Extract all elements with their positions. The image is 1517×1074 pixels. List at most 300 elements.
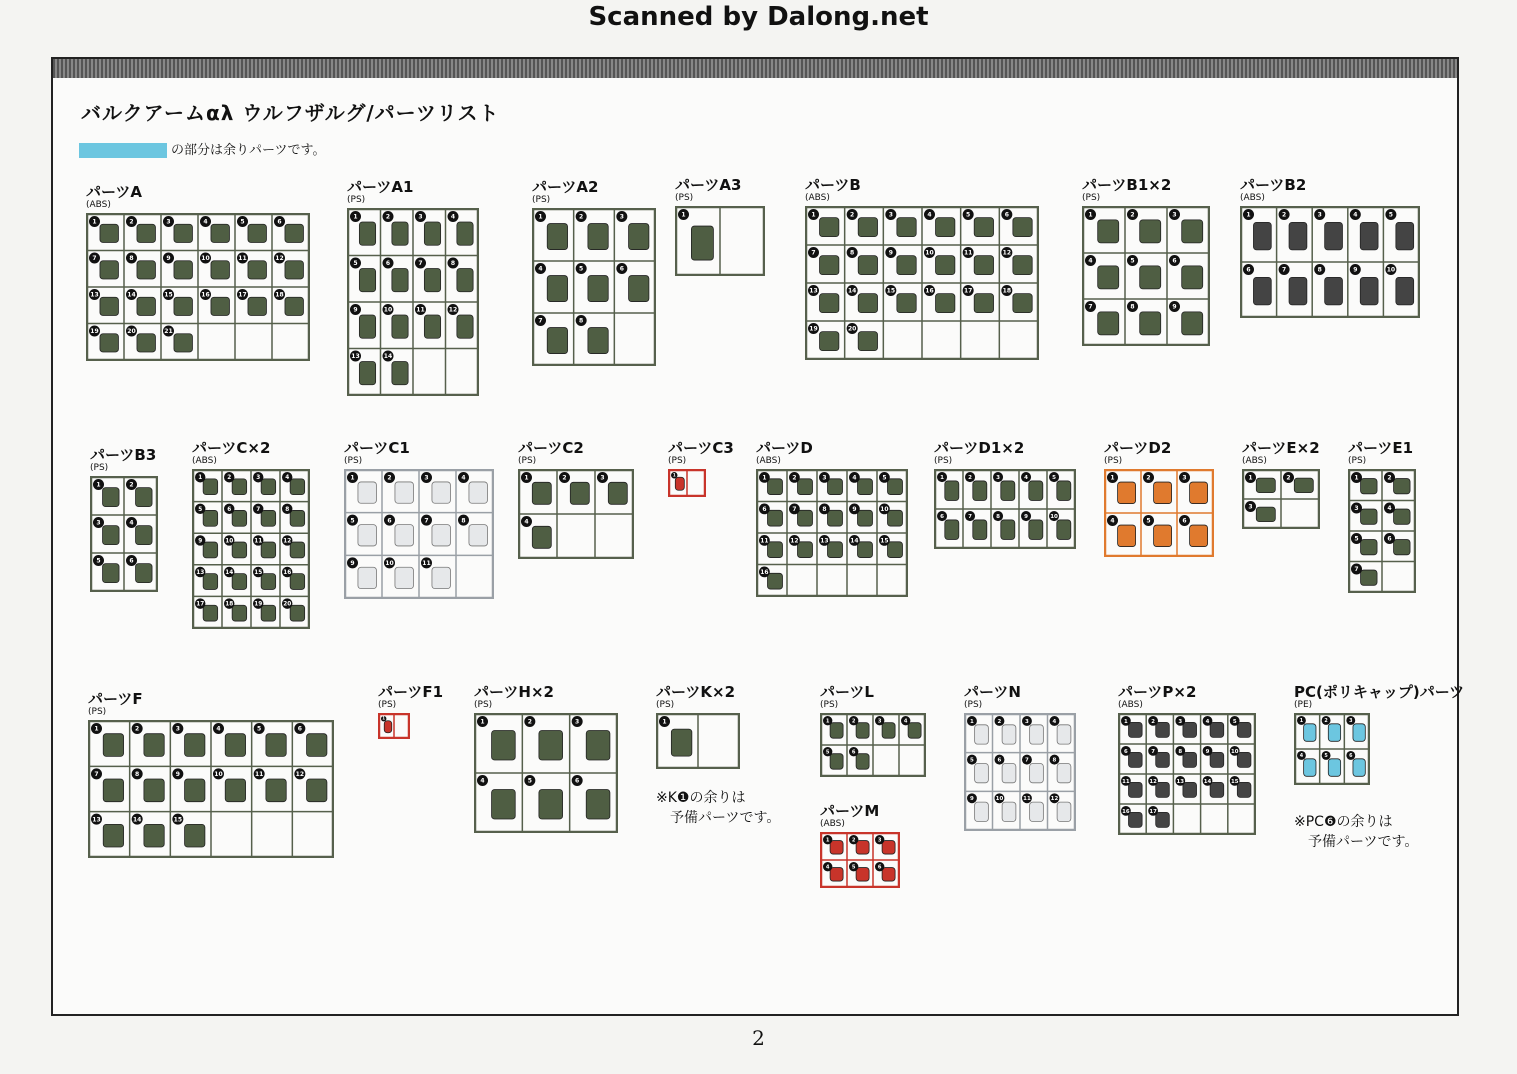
part-number: 1 [94, 725, 99, 733]
sprue-part [1002, 763, 1016, 782]
part-number: 11 [238, 255, 247, 263]
part-number: 5 [1052, 474, 1056, 481]
sprue-part [1057, 725, 1071, 744]
part-number: 3 [1354, 505, 1359, 513]
sprue-part [675, 477, 684, 490]
note-line: ※K❶の余りは [656, 790, 746, 806]
sprue-part [1013, 218, 1032, 237]
part-number: 10 [925, 249, 934, 257]
sprue-part [137, 261, 156, 279]
sprue-part [248, 297, 267, 315]
runner-label: パーツB [805, 176, 861, 194]
part-number: 3 [877, 718, 882, 725]
sprue-part [1057, 763, 1071, 782]
runner-sprue [1118, 713, 1256, 835]
part-number: 15 [1230, 778, 1239, 785]
runner-label: パーツC2 [518, 439, 584, 457]
sprue-part [586, 790, 610, 820]
part-number: 1 [762, 474, 767, 482]
part-number: 7 [792, 505, 797, 513]
part-number: 7 [92, 255, 97, 263]
part-number: 5 [1354, 535, 1359, 543]
sprue-part [975, 763, 989, 782]
sprue-part [858, 256, 877, 275]
sprue-part [203, 605, 218, 621]
sprue-part [858, 479, 873, 495]
part-number: 9 [1205, 748, 1210, 755]
part-number: 3 [1317, 211, 1322, 219]
sprue-part [384, 721, 392, 733]
runner-label: パーツL [820, 683, 874, 701]
sprue-part [1129, 752, 1143, 767]
sprue-part [232, 574, 247, 590]
part-number: 8 [1052, 757, 1057, 764]
part-number: 2 [1387, 474, 1392, 482]
sprue-part [1253, 277, 1271, 305]
scan-watermark: Scanned by Dalong.net [588, 2, 929, 32]
sprue-part [290, 605, 305, 621]
part-number: 8 [822, 505, 827, 513]
part-number: 1 [538, 213, 543, 221]
sprue-part [798, 542, 813, 558]
sprue-part [768, 510, 783, 526]
part-number: 6 [1349, 753, 1353, 760]
runner-material: (ABS) [820, 819, 845, 829]
sprue-part [888, 510, 903, 526]
sprue-part [137, 224, 156, 242]
sprue-part [103, 526, 120, 545]
runner-sprue [90, 476, 158, 592]
part-number: 15 [886, 287, 896, 295]
part-number: 10 [225, 538, 234, 545]
part-number: 5 [527, 777, 532, 785]
sprue-part [882, 723, 895, 739]
runner-label: パーツK×2 [656, 683, 736, 701]
sprue-part [1182, 312, 1203, 335]
runner-label: パーツA3 [675, 176, 742, 194]
part-number: 11 [760, 537, 769, 545]
sprue-part [1002, 725, 1016, 744]
sprue-part [1029, 481, 1043, 501]
part-number: 7 [968, 513, 972, 520]
sprue-part [225, 779, 245, 802]
sprue-part [359, 269, 375, 292]
part-number: 3 [418, 213, 423, 221]
part-number: 6 [387, 517, 392, 525]
part-number: 18 [225, 601, 234, 608]
part-number: 10 [201, 255, 210, 263]
part-number: 11 [1023, 796, 1031, 803]
part-number: 4 [1024, 474, 1028, 481]
sprue-part [1029, 520, 1043, 540]
sprue-part [888, 542, 903, 558]
part-number: 16 [925, 287, 934, 295]
part-number: 9 [198, 538, 203, 545]
runner-material: (PE) [1294, 700, 1313, 710]
part-number: 1 [524, 474, 529, 482]
part-number: 6 [575, 777, 580, 785]
part-number: 19 [809, 325, 818, 333]
sprue-part [1394, 509, 1411, 524]
sprue-part [103, 488, 120, 507]
part-number: 6 [762, 505, 767, 513]
part-number: 8 [450, 260, 456, 268]
part-number: 1 [811, 211, 816, 219]
sprue-part [858, 542, 873, 558]
sprue-part [897, 218, 916, 237]
part-number: 2 [135, 725, 140, 733]
part-number: 20 [283, 601, 292, 608]
part-number: 17 [1149, 808, 1157, 815]
part-number: 16 [1122, 808, 1130, 815]
sprue-part [856, 723, 869, 739]
sprue-part [1237, 722, 1251, 737]
sprue-part [136, 564, 153, 583]
runner-material: (PS) [1348, 456, 1367, 466]
runner-label: パーツN [964, 683, 1021, 701]
sprue-part [1256, 507, 1275, 522]
part-number: 8 [129, 255, 134, 263]
part-number: 9 [166, 255, 171, 263]
sprue-part [100, 297, 119, 315]
sprue-part [1237, 752, 1251, 767]
runner-material: (PS) [1104, 456, 1123, 466]
runner-label: パーツP×2 [1118, 683, 1197, 701]
sprue-part [359, 315, 375, 338]
sprue-part [945, 481, 959, 501]
runner-sprue [344, 469, 494, 599]
part-number: 19 [90, 328, 99, 336]
part-number: 1 [1088, 211, 1093, 219]
part-number: 6 [129, 557, 134, 565]
sprue-part [588, 224, 608, 250]
runner-label: パーツA2 [532, 178, 599, 196]
part-number: 2 [851, 837, 856, 844]
runner-material: (PS) [88, 707, 107, 717]
part-number: 16 [283, 570, 292, 577]
sprue-part [1394, 540, 1411, 555]
part-number: 13 [196, 570, 205, 577]
sprue-part [248, 261, 267, 279]
runner-sprue [675, 206, 765, 276]
part-number: 13 [92, 816, 101, 824]
sprue-part [232, 542, 247, 558]
part-number: 15 [164, 291, 173, 299]
runner-material: (PS) [347, 195, 366, 205]
sprue-part [588, 328, 608, 354]
sprue-part [1210, 752, 1224, 767]
sprue-part [185, 779, 205, 802]
sprue-part [856, 868, 869, 882]
runner-label: パーツA1 [347, 178, 414, 196]
part-number: 3 [1349, 718, 1353, 725]
runner-label: パーツD1×2 [934, 439, 1025, 457]
part-number: 1 [1299, 718, 1304, 725]
sprue-part [1154, 482, 1172, 504]
part-number: 9 [350, 559, 355, 567]
sprue-part [1098, 312, 1119, 335]
sprue-part [768, 573, 783, 589]
part-number: 1 [825, 837, 830, 844]
sprue-part [1183, 752, 1197, 767]
sprue-part [547, 224, 567, 250]
part-number: 3 [600, 474, 605, 482]
part-number: 3 [1025, 718, 1029, 725]
runner-sprue [1104, 469, 1214, 557]
sprue-part [539, 731, 563, 761]
part-number: 3 [888, 211, 893, 219]
part-number: 8 [1130, 303, 1135, 311]
runner-label: パーツF1 [378, 683, 444, 701]
sprue-part [547, 276, 567, 302]
sprue-part [358, 525, 377, 546]
part-number: 7 [94, 770, 99, 778]
part-number: 5 [882, 474, 887, 482]
sprue-part [828, 542, 843, 558]
runner-material: (PS) [668, 456, 687, 466]
part-number: 2 [1151, 718, 1155, 725]
sprue-part [856, 841, 869, 855]
sprue-part [203, 479, 218, 495]
part-number: 2 [792, 474, 797, 482]
part-number: 11 [254, 770, 264, 778]
sprue-part [492, 731, 516, 761]
runner-material: (PS) [820, 700, 839, 710]
sprue-part [1360, 277, 1378, 305]
part-number: 1 [1124, 718, 1128, 725]
sprue-part [830, 723, 843, 739]
runner-sprue [934, 469, 1076, 549]
sprue-part [232, 605, 247, 621]
page-number: 2 [752, 1026, 765, 1050]
part-number: 2 [579, 213, 584, 221]
part-number: 5 [1146, 517, 1151, 525]
runner-material: (PS) [474, 700, 493, 710]
sprue-part [1190, 525, 1208, 547]
part-number: 15 [254, 570, 263, 577]
part-number: 1 [382, 715, 386, 721]
part-number: 10 [1050, 513, 1058, 520]
runner-label: パーツB3 [90, 446, 157, 464]
sprue-part [174, 297, 193, 315]
part-number: 6 [1004, 211, 1009, 219]
sprue-part [1190, 482, 1208, 504]
sprue-part [424, 315, 440, 338]
sprue-part [103, 824, 123, 847]
sprue-part [1154, 525, 1172, 547]
part-number: 3 [822, 474, 827, 482]
sprue-part [1057, 802, 1071, 821]
sprue-part [1140, 266, 1161, 289]
part-number: 4 [524, 518, 529, 526]
part-number: 5 [851, 864, 856, 871]
part-number: 3 [1172, 211, 1177, 219]
part-number: 1 [350, 474, 355, 482]
sprue-part [185, 734, 205, 757]
part-number: 12 [295, 770, 305, 778]
sprue-part [103, 779, 123, 802]
sprue-part [395, 482, 414, 503]
part-number: 3 [877, 837, 882, 844]
part-number: 17 [238, 291, 247, 299]
sprue-part [973, 481, 987, 501]
part-number: 2 [1286, 474, 1291, 482]
sprue-part [1210, 722, 1224, 737]
sprue-part [588, 276, 608, 302]
part-number: 4 [1299, 753, 1304, 760]
part-number: 4 [216, 725, 221, 733]
sprue-part [1294, 478, 1313, 493]
part-number: 9 [1024, 513, 1028, 520]
sprue-part [1183, 722, 1197, 737]
part-number: 7 [1088, 303, 1093, 311]
sprue-part [1057, 481, 1071, 501]
part-number: 8 [1317, 266, 1322, 274]
part-number: 11 [963, 249, 973, 257]
part-number: 10 [383, 306, 393, 314]
sprue-part [830, 754, 843, 770]
sprue-part [432, 567, 451, 588]
runner-sprue [964, 713, 1076, 831]
runner-material: (PS) [675, 193, 694, 203]
runner-label: パーツM [820, 802, 880, 820]
sprue-part [103, 564, 120, 583]
part-number: 4 [1205, 718, 1210, 725]
part-number: 11 [1122, 778, 1130, 785]
part-number: 7 [256, 506, 261, 513]
sprue-part [136, 526, 153, 545]
sprue-part [1361, 540, 1378, 555]
sprue-part [547, 328, 567, 354]
part-number: 6 [227, 506, 232, 513]
sprue-part [211, 224, 230, 242]
note-line: ※PC❻の余りは [1294, 814, 1393, 830]
note-pc-spare [1294, 812, 1418, 852]
sprue-part [290, 510, 305, 526]
part-number: 1 [480, 718, 485, 726]
sprue-part [974, 294, 993, 313]
part-number: 3 [175, 725, 180, 733]
sprue-part [828, 479, 843, 495]
part-number: 4 [450, 213, 456, 221]
sprue-part [1129, 782, 1143, 797]
part-number: 13 [351, 353, 360, 361]
sprue-part [1361, 509, 1378, 524]
sprue-part [137, 297, 156, 315]
sprue-part [532, 526, 551, 548]
runner-material: (ABS) [805, 193, 830, 203]
part-number: 12 [790, 537, 799, 545]
part-number: 12 [1050, 796, 1059, 803]
sprue-part [888, 479, 903, 495]
sprue-part [1183, 782, 1197, 797]
sprue-part [1001, 481, 1015, 501]
runner-sprue [88, 720, 334, 858]
part-number: 6 [1246, 266, 1251, 274]
part-number: 1 [1246, 211, 1251, 219]
part-number: 2 [1281, 211, 1287, 219]
sprue-part [798, 479, 813, 495]
part-number: 10 [1386, 266, 1396, 274]
part-number: 7 [1354, 566, 1359, 574]
part-number: 7 [1025, 757, 1029, 764]
part-number: 13 [1176, 778, 1185, 785]
part-number: 12 [448, 306, 458, 314]
sprue-part [820, 218, 839, 237]
part-number: 4 [538, 265, 543, 273]
sprue-part [830, 841, 843, 855]
runner-label: パーツC1 [344, 439, 410, 457]
part-number: 14 [132, 816, 142, 824]
part-number: 3 [256, 475, 261, 482]
sprue-part [1013, 294, 1032, 313]
sprue-part [629, 276, 649, 302]
sprue-part [1118, 482, 1136, 504]
part-number: 2 [1130, 211, 1135, 219]
note-line: 予備パーツです。 [670, 810, 781, 826]
part-number: 4 [285, 475, 290, 482]
sprue-part [882, 841, 895, 855]
sprue-part [1328, 724, 1340, 742]
runner-material: (ABS) [1242, 456, 1267, 466]
part-number: 21 [164, 328, 173, 336]
part-number: 1 [353, 213, 358, 221]
part-number: 1 [662, 718, 667, 726]
sprue-part [1156, 812, 1170, 827]
part-number: 2 [851, 718, 856, 725]
part-number: 3 [1248, 503, 1253, 511]
part-number: 6 [297, 725, 302, 733]
part-number: 5 [353, 260, 358, 268]
part-number: 10 [214, 770, 223, 778]
part-number: 4 [129, 519, 134, 527]
part-number: 3 [575, 718, 580, 726]
sprue-part [1353, 759, 1365, 777]
runner-sprue [1348, 469, 1416, 593]
part-number: 9 [970, 796, 974, 803]
part-number: 18 [275, 291, 284, 299]
sprue-part [1210, 782, 1224, 797]
sprue-part [359, 362, 375, 385]
sprue-part [307, 779, 327, 802]
part-number: 2 [997, 718, 1002, 725]
runner-material: (PS) [934, 456, 953, 466]
part-number: 1 [681, 211, 686, 219]
sprue-part [100, 261, 119, 279]
part-number: 7 [1281, 266, 1287, 274]
runner-material: (ABS) [1118, 700, 1143, 710]
sprue-part [100, 334, 119, 352]
sprue-part [897, 294, 916, 313]
part-number: 8 [1178, 748, 1183, 755]
sprue-part [1156, 782, 1170, 797]
sprue-part [492, 790, 516, 820]
part-number: 3 [424, 474, 429, 482]
part-number: 7 [424, 517, 429, 525]
part-number: 2 [562, 474, 567, 482]
sprue-part [1118, 525, 1136, 547]
part-number: 10 [385, 559, 394, 567]
part-number: 2 [227, 475, 232, 482]
part-number: 14 [127, 291, 136, 299]
part-number: 4 [203, 218, 208, 226]
part-number: 16 [760, 568, 769, 576]
part-number: 11 [416, 306, 425, 314]
part-number: 9 [852, 505, 857, 513]
note-k-spare [656, 788, 780, 828]
part-number: 6 [851, 749, 856, 756]
sprue-part [539, 790, 563, 820]
